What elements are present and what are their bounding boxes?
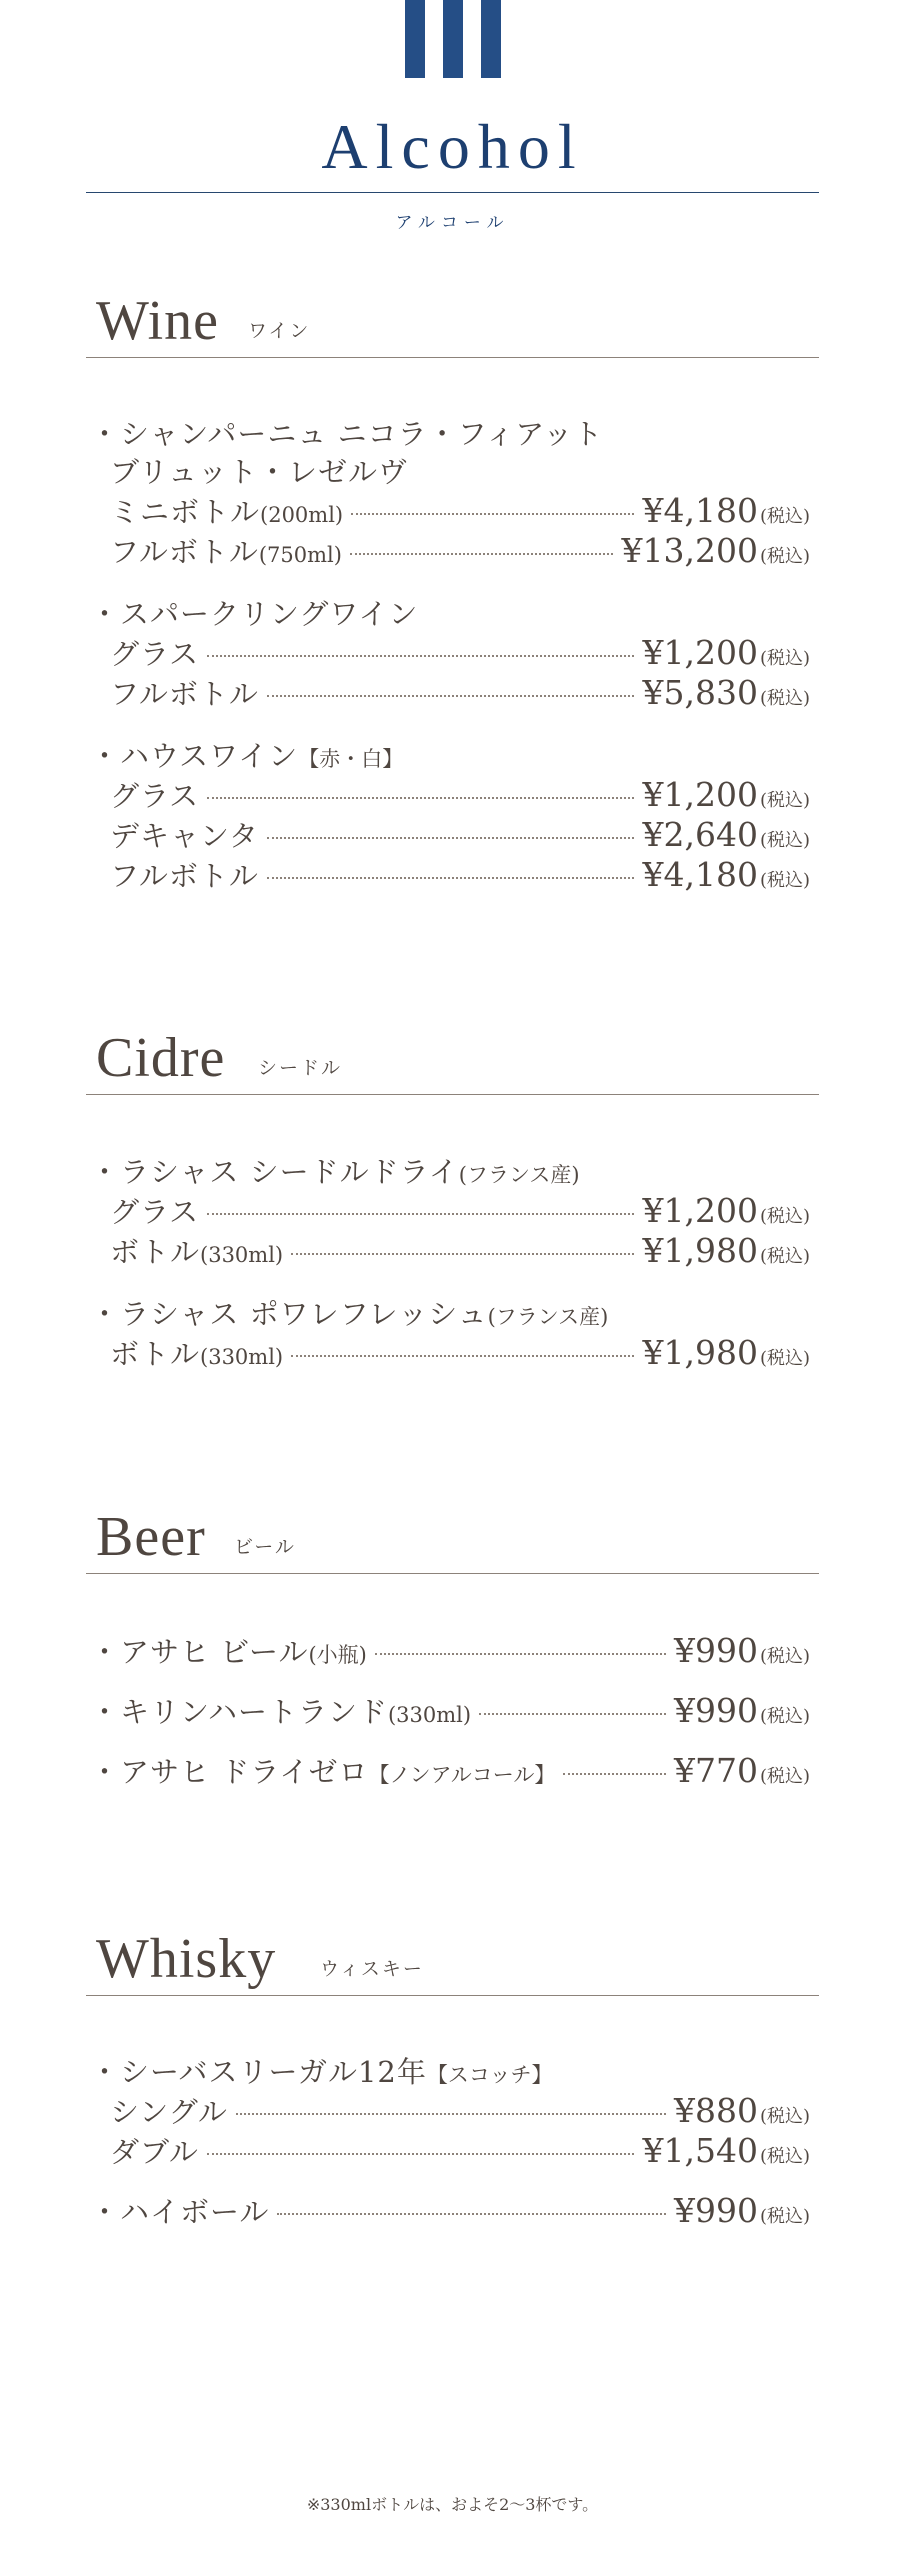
- item-price: ¥990: [673, 1631, 758, 1670]
- section-title-jp: ウィスキー: [320, 1958, 424, 1980]
- dot-leader: [291, 1253, 634, 1255]
- dot-leader: [207, 797, 634, 799]
- logo-bar-2: [443, 0, 463, 78]
- item-name: フルボトル: [110, 535, 259, 569]
- menu-item-heading: [90, 1150, 810, 1190]
- item-note: (フランス産): [487, 1305, 609, 1329]
- menu-item-heading: [90, 1292, 810, 1332]
- menu-item-row: [90, 632, 810, 672]
- dot-leader: [350, 553, 614, 555]
- tax-label: (税込): [759, 870, 810, 891]
- item-name: シングル: [110, 2095, 228, 2129]
- item-name: ・キリンハートランド: [90, 1695, 388, 1729]
- item-name: グラス: [110, 779, 200, 813]
- item-name: ・アサヒ ドライゼロ: [90, 1755, 369, 1789]
- item-price: ¥770: [673, 1751, 758, 1790]
- item-price: ¥1,200: [642, 1191, 758, 1230]
- item-note: (フランス産): [458, 1163, 580, 1187]
- item-name: フルボトル: [110, 677, 259, 711]
- menu-item-row: [90, 814, 810, 854]
- dot-leader: [207, 655, 634, 657]
- item-name: ・ハウスワイン: [90, 739, 299, 773]
- tax-label: (税込): [759, 688, 810, 709]
- section-title-jp: シードル: [258, 1057, 343, 1079]
- title-divider: [86, 192, 819, 193]
- item-name: デキャンタ: [110, 819, 259, 853]
- section-title-jp: ワイン: [248, 320, 311, 342]
- item-note: (200ml): [260, 503, 344, 527]
- menu-item-heading: [90, 450, 810, 490]
- dot-leader: [277, 2213, 666, 2215]
- item-price: ¥1,980: [642, 1333, 758, 1372]
- item-price: ¥990: [673, 1691, 758, 1730]
- dot-leader: [267, 837, 635, 839]
- menu-item-row: [90, 1630, 810, 1670]
- menu-item-row: [90, 490, 810, 530]
- menu-item-heading: [90, 592, 810, 632]
- dot-leader: [479, 1713, 666, 1715]
- item-price: ¥1,200: [642, 633, 758, 672]
- section-title-en: Beer: [96, 1506, 206, 1568]
- dot-leader: [291, 1355, 634, 1357]
- menu-item-heading: [90, 412, 810, 452]
- menu-item-row: [90, 1190, 810, 1230]
- tax-label: (税込): [759, 2206, 810, 2227]
- item-price: ¥1,200: [642, 775, 758, 814]
- section-title-en: Wine: [96, 290, 220, 352]
- tax-label: (税込): [759, 546, 810, 567]
- dot-leader: [351, 513, 634, 515]
- tax-label: (税込): [759, 1766, 810, 1787]
- item-price: ¥5,830: [642, 673, 758, 712]
- item-note: (330ml): [387, 1703, 472, 1727]
- item-note: (330ml): [200, 1345, 284, 1369]
- item-price: ¥4,180: [642, 491, 758, 530]
- tax-label: (税込): [759, 648, 810, 669]
- item-note: (750ml): [258, 543, 342, 567]
- item-name: グラス: [110, 1195, 200, 1229]
- menu-item-row: [90, 2190, 810, 2230]
- menu-item-row: [90, 1332, 810, 1372]
- page-subtitle: アルコール: [395, 213, 510, 233]
- item-name: フルボトル: [110, 859, 259, 893]
- dot-leader: [267, 695, 635, 697]
- tax-label: (税込): [759, 1706, 810, 1727]
- menu-item-row: [90, 1750, 810, 1790]
- item-name: ブリュット・レゼルヴ: [110, 455, 408, 489]
- dot-leader: [207, 1213, 634, 1215]
- item-name: ・スパークリングワイン: [90, 597, 419, 631]
- tax-label: (税込): [759, 1246, 810, 1267]
- dot-leader: [267, 877, 635, 879]
- section-title-jp: ビール: [234, 1536, 296, 1558]
- dot-leader: [563, 1773, 666, 1775]
- item-price: ¥880: [673, 2091, 758, 2130]
- menu-item-heading: [90, 734, 810, 774]
- item-price: ¥990: [673, 2191, 758, 2230]
- tax-label: (税込): [759, 1206, 810, 1227]
- item-note: 【スコッチ】: [426, 2063, 553, 2087]
- tax-label: (税込): [759, 2146, 810, 2167]
- tax-label: (税込): [759, 2106, 810, 2127]
- logo-bar-3: [481, 0, 501, 78]
- dot-leader: [207, 2153, 635, 2155]
- item-price: ¥13,200: [621, 531, 758, 570]
- section-title-en: Cidre: [96, 1027, 226, 1089]
- dot-leader: [375, 1653, 666, 1655]
- logo-bar-1: [405, 0, 425, 78]
- menu-item-row: [90, 672, 810, 712]
- item-name: ・シーバスリーガル12年: [90, 2055, 427, 2089]
- item-note: 【赤・白】: [298, 747, 404, 771]
- menu-item-row: [90, 2130, 810, 2170]
- menu-item-row: [90, 854, 810, 894]
- item-name: ・ラシャス ポワレフレッシュ: [90, 1297, 488, 1331]
- item-name: ボトル: [110, 1337, 201, 1371]
- item-name: グラス: [110, 637, 200, 671]
- item-name: ・ラシャス シードルドライ: [90, 1155, 459, 1189]
- section-header-wine: [86, 288, 819, 358]
- section-header-cidre: [86, 1025, 819, 1095]
- item-price: ¥1,980: [642, 1231, 758, 1270]
- item-name: ミニボトル: [110, 495, 261, 529]
- menu-item-heading: [90, 2050, 810, 2090]
- tax-label: (税込): [759, 506, 810, 527]
- section-header-whisky: [86, 1926, 819, 1996]
- page-title: Alcohol: [321, 111, 584, 182]
- item-note: (330ml): [200, 1243, 284, 1267]
- item-price: ¥2,640: [642, 815, 758, 854]
- item-note: 【ノンアルコール】: [368, 1763, 556, 1787]
- item-price: ¥4,180: [642, 855, 758, 894]
- menu-item-row: [90, 1690, 810, 1730]
- item-name: ・ハイボール: [90, 2195, 270, 2229]
- item-name: ・アサヒ ビール: [90, 1635, 309, 1669]
- menu-item-row: [90, 2090, 810, 2130]
- section-title-en: Whisky: [96, 1928, 277, 1990]
- menu-item-row: [90, 530, 810, 570]
- footnote: ※330mlボトルは、およそ2〜3杯です。: [306, 2495, 599, 2514]
- tax-label: (税込): [759, 1646, 810, 1667]
- item-name: ・シャンパーニュ ニコラ・フィアット: [90, 417, 604, 451]
- tax-label: (税込): [759, 1348, 810, 1369]
- item-price: ¥1,540: [642, 2131, 758, 2170]
- item-note: (小瓶): [308, 1643, 367, 1667]
- item-name: ボトル: [110, 1235, 201, 1269]
- section-header-beer: [86, 1504, 819, 1574]
- menu-item-row: [90, 1230, 810, 1270]
- logo-bars: [405, 0, 501, 78]
- menu-item-row: [90, 774, 810, 814]
- item-name: ダブル: [110, 2135, 199, 2169]
- tax-label: (税込): [759, 830, 810, 851]
- tax-label: (税込): [759, 790, 810, 811]
- dot-leader: [236, 2113, 666, 2115]
